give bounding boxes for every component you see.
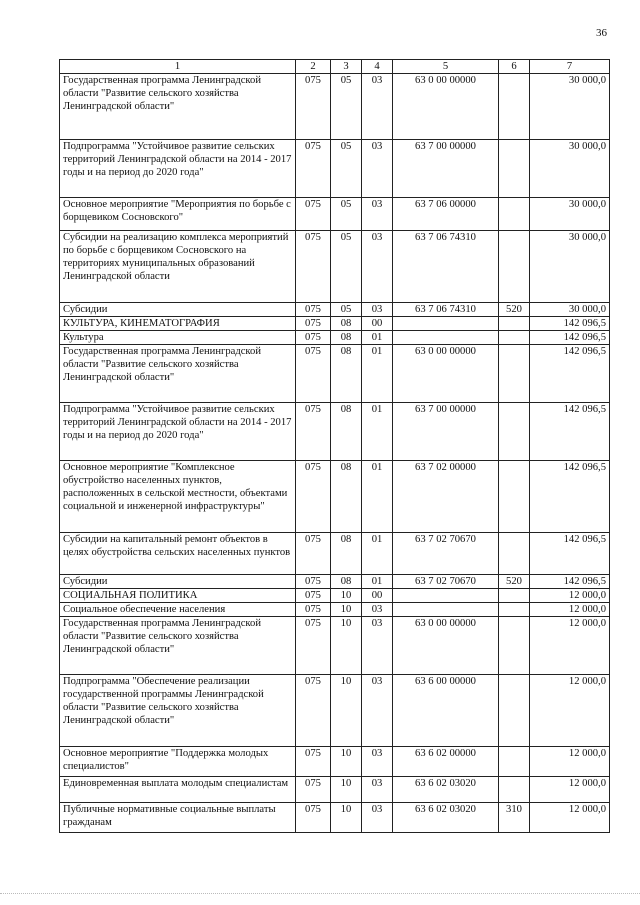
header-col-7: 7 (530, 60, 610, 74)
row-amount: 142 096,5 (530, 331, 610, 345)
row-amount: 30 000,0 (530, 231, 610, 303)
row-name: СОЦИАЛЬНАЯ ПОЛИТИКА (60, 589, 296, 603)
row-target-code: 63 6 02 03020 (393, 803, 499, 833)
table-row (60, 777, 610, 803)
row-target-code: 63 7 06 00000 (393, 198, 499, 231)
row-expense-type (499, 617, 530, 675)
row-amount: 142 096,5 (530, 533, 610, 575)
row-amount: 30 000,0 (530, 198, 610, 231)
row-section-code: 08 (331, 403, 362, 461)
row-name: Подпрограмма "Обеспечение реализации государственной программы Ленинградской области "Развитие сельского хозяйства Ленинградской области" (60, 675, 296, 747)
row-subsection-code: 01 (362, 575, 393, 589)
row-target-code: 63 0 00 00000 (393, 345, 499, 403)
row-ministry-code: 075 (296, 317, 331, 331)
row-expense-type (499, 331, 530, 345)
row-ministry-code: 075 (296, 140, 331, 198)
table-row (60, 617, 610, 675)
row-ministry-code: 075 (296, 345, 331, 403)
row-target-code: 63 0 00 00000 (393, 74, 499, 140)
row-section-code: 08 (331, 317, 362, 331)
row-ministry-code: 075 (296, 461, 331, 533)
row-amount: 30 000,0 (530, 303, 610, 317)
row-amount: 30 000,0 (530, 140, 610, 198)
row-ministry-code: 075 (296, 74, 331, 140)
table-row (60, 533, 610, 575)
row-amount: 12 000,0 (530, 777, 610, 803)
row-expense-type (499, 747, 530, 777)
row-ministry-code: 075 (296, 303, 331, 317)
table-row (60, 231, 610, 303)
row-expense-type (499, 533, 530, 575)
row-name: Подпрограмма "Устойчивое развитие сельских территорий Ленинградской области на 2014 - 2017 годы и на период до 2020 года" (60, 403, 296, 461)
row-name: Субсидии на реализацию комплекса мероприятий по борьбе с борщевиком Сосновского на территориях муниципальных образований Ленинградской области (60, 231, 296, 303)
budget-table (59, 59, 610, 833)
row-expense-type (499, 675, 530, 747)
table-row (60, 603, 610, 617)
row-expense-type (499, 317, 530, 331)
row-subsection-code: 01 (362, 331, 393, 345)
table-row (60, 74, 610, 140)
row-section-code: 10 (331, 603, 362, 617)
row-section-code: 05 (331, 198, 362, 231)
row-target-code: 63 7 02 70670 (393, 533, 499, 575)
row-expense-type (499, 198, 530, 231)
row-section-code: 10 (331, 777, 362, 803)
row-section-code: 08 (331, 533, 362, 575)
table-row (60, 589, 610, 603)
row-section-code: 05 (331, 231, 362, 303)
row-subsection-code: 01 (362, 403, 393, 461)
row-subsection-code: 00 (362, 317, 393, 331)
row-expense-type (499, 74, 530, 140)
row-section-code: 08 (331, 575, 362, 589)
row-section-code: 08 (331, 461, 362, 533)
row-subsection-code: 03 (362, 803, 393, 833)
row-name: Государственная программа Ленинградской области "Развитие сельского хозяйства Ленинградской области" (60, 74, 296, 140)
row-ministry-code: 075 (296, 803, 331, 833)
row-target-code (393, 331, 499, 345)
table-row (60, 747, 610, 777)
row-ministry-code: 075 (296, 603, 331, 617)
header-col-4: 4 (362, 60, 393, 74)
row-target-code (393, 589, 499, 603)
row-subsection-code: 03 (362, 675, 393, 747)
row-amount: 142 096,5 (530, 403, 610, 461)
row-amount: 12 000,0 (530, 675, 610, 747)
row-target-code: 63 7 06 74310 (393, 303, 499, 317)
row-amount: 12 000,0 (530, 589, 610, 603)
row-subsection-code: 03 (362, 140, 393, 198)
row-section-code: 08 (331, 345, 362, 403)
row-name: Публичные нормативные социальные выплаты гражданам (60, 803, 296, 833)
row-target-code: 63 0 00 00000 (393, 617, 499, 675)
row-target-code: 63 7 02 00000 (393, 461, 499, 533)
row-expense-type (499, 603, 530, 617)
row-name: Основное мероприятие "Мероприятия по борьбе с борщевиком Сосновского" (60, 198, 296, 231)
table-row (60, 461, 610, 533)
row-section-code: 08 (331, 331, 362, 345)
row-amount: 12 000,0 (530, 617, 610, 675)
row-target-code: 63 6 00 00000 (393, 675, 499, 747)
table-row (60, 317, 610, 331)
row-subsection-code: 01 (362, 461, 393, 533)
row-subsection-code: 03 (362, 617, 393, 675)
row-subsection-code: 03 (362, 603, 393, 617)
row-ministry-code: 075 (296, 675, 331, 747)
row-section-code: 10 (331, 747, 362, 777)
row-section-code: 10 (331, 675, 362, 747)
row-name: Социальное обеспечение населения (60, 603, 296, 617)
row-expense-type (499, 140, 530, 198)
row-target-code (393, 603, 499, 617)
row-expense-type (499, 231, 530, 303)
row-amount: 12 000,0 (530, 803, 610, 833)
row-expense-type (499, 345, 530, 403)
row-target-code: 63 6 02 03020 (393, 777, 499, 803)
row-target-code: 63 7 06 74310 (393, 231, 499, 303)
row-name: Культура (60, 331, 296, 345)
row-name: Субсидии (60, 303, 296, 317)
row-section-code: 10 (331, 617, 362, 675)
row-section-code: 05 (331, 74, 362, 140)
row-subsection-code: 03 (362, 303, 393, 317)
row-ministry-code: 075 (296, 617, 331, 675)
header-col-1: 1 (60, 60, 296, 74)
row-name: Государственная программа Ленинградской области "Развитие сельского хозяйства Ленинградской области" (60, 345, 296, 403)
row-amount: 12 000,0 (530, 747, 610, 777)
row-subsection-code: 03 (362, 231, 393, 303)
table-row (60, 675, 610, 747)
row-target-code: 63 6 02 00000 (393, 747, 499, 777)
row-name: Государственная программа Ленинградской области "Развитие сельского хозяйства Ленинградской области" (60, 617, 296, 675)
row-ministry-code: 075 (296, 231, 331, 303)
row-amount: 142 096,5 (530, 345, 610, 403)
row-section-code: 10 (331, 589, 362, 603)
row-section-code: 05 (331, 303, 362, 317)
row-amount: 142 096,5 (530, 317, 610, 331)
row-subsection-code: 03 (362, 74, 393, 140)
header-col-3: 3 (331, 60, 362, 74)
row-target-code (393, 317, 499, 331)
row-amount: 12 000,0 (530, 603, 610, 617)
row-section-code: 05 (331, 140, 362, 198)
row-amount: 142 096,5 (530, 575, 610, 589)
row-expense-type (499, 589, 530, 603)
row-expense-type: 520 (499, 575, 530, 589)
row-section-code: 10 (331, 803, 362, 833)
row-name: Основное мероприятие "Комплексное обустройство населенных пунктов, расположенных в сельской местности, объектами социальной и инженерной инфраструктуры" (60, 461, 296, 533)
header-col-2: 2 (296, 60, 331, 74)
header-col-5: 5 (393, 60, 499, 74)
row-ministry-code: 075 (296, 747, 331, 777)
row-ministry-code: 075 (296, 403, 331, 461)
row-target-code: 63 7 02 70670 (393, 575, 499, 589)
row-amount: 30 000,0 (530, 74, 610, 140)
row-name: Подпрограмма "Устойчивое развитие сельских территорий Ленинградской области на 2014 - 2017 годы и на период до 2020 года" (60, 140, 296, 198)
table-row (60, 198, 610, 231)
row-subsection-code: 03 (362, 777, 393, 803)
row-subsection-code: 03 (362, 747, 393, 777)
row-name: КУЛЬТУРА, КИНЕМАТОГРАФИЯ (60, 317, 296, 331)
row-expense-type (499, 461, 530, 533)
header-col-6: 6 (499, 60, 530, 74)
row-expense-type (499, 403, 530, 461)
footer-dotted-line (0, 893, 640, 895)
row-target-code: 63 7 00 00000 (393, 403, 499, 461)
table-row (60, 575, 610, 589)
header-row (60, 60, 610, 74)
row-name: Единовременная выплата молодым специалистам (60, 777, 296, 803)
row-ministry-code: 075 (296, 589, 331, 603)
row-expense-type: 520 (499, 303, 530, 317)
row-ministry-code: 075 (296, 331, 331, 345)
page-number: 36 (596, 27, 607, 39)
table-row (60, 403, 610, 461)
table-row (60, 331, 610, 345)
row-expense-type: 310 (499, 803, 530, 833)
row-name: Субсидии на капитальный ремонт объектов в целях обустройства сельских населенных пунктов (60, 533, 296, 575)
row-ministry-code: 075 (296, 198, 331, 231)
table-row (60, 803, 610, 833)
row-expense-type (499, 777, 530, 803)
row-target-code: 63 7 00 00000 (393, 140, 499, 198)
row-subsection-code: 01 (362, 345, 393, 403)
row-ministry-code: 075 (296, 533, 331, 575)
row-ministry-code: 075 (296, 575, 331, 589)
table-row (60, 345, 610, 403)
row-name: Субсидии (60, 575, 296, 589)
row-subsection-code: 01 (362, 533, 393, 575)
row-amount: 142 096,5 (530, 461, 610, 533)
row-subsection-code: 00 (362, 589, 393, 603)
table-row (60, 303, 610, 317)
table-row (60, 140, 610, 198)
row-ministry-code: 075 (296, 777, 331, 803)
row-name: Основное мероприятие "Поддержка молодых специалистов" (60, 747, 296, 777)
row-subsection-code: 03 (362, 198, 393, 231)
